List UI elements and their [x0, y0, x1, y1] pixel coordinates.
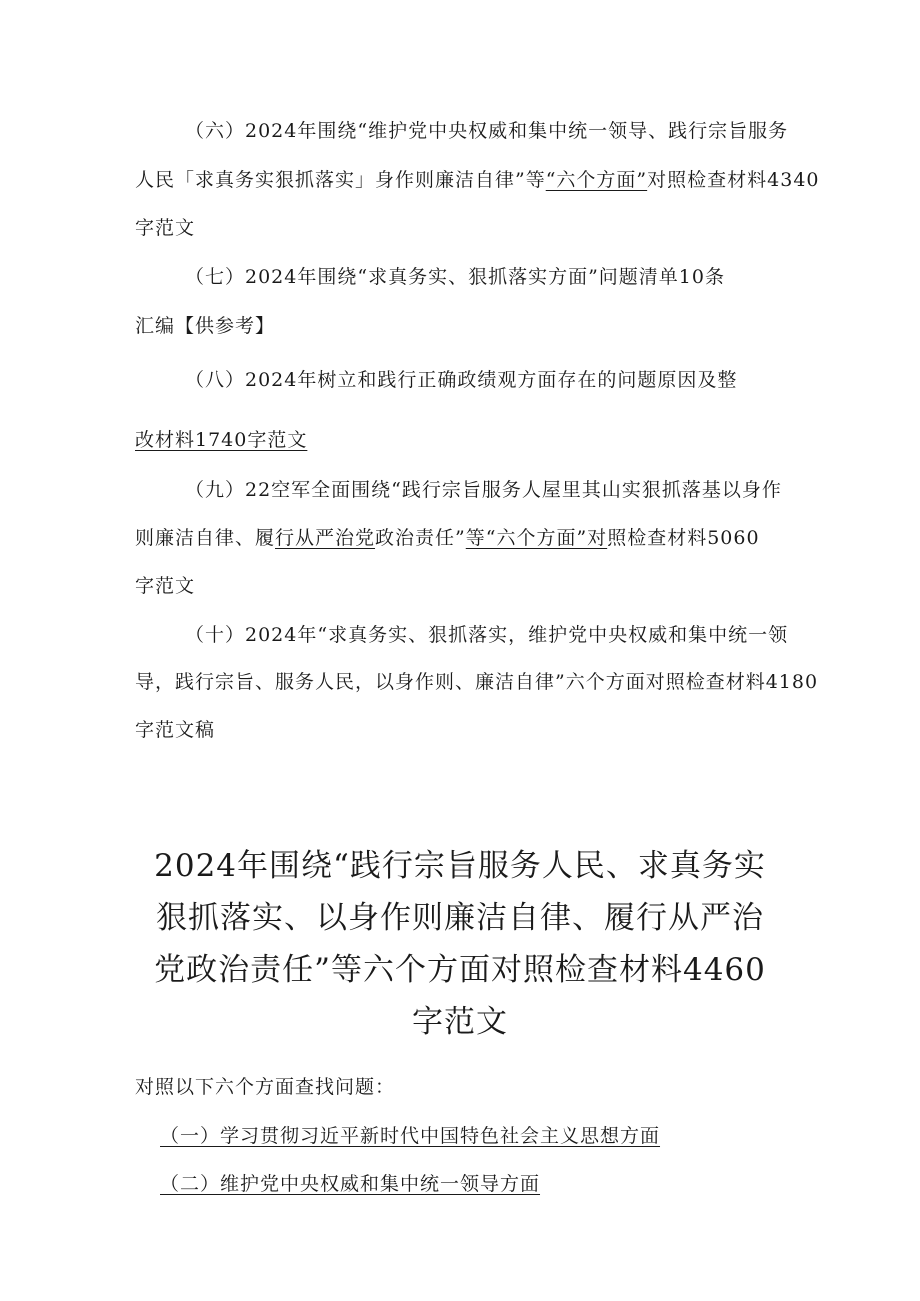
item-6-line-2: [135, 168, 820, 192]
item-9-line-3: 字范文: [135, 575, 196, 597]
item-6-line-2a: 人民「求真务实狠抓落实」身作则廉洁自律”等: [135, 169, 546, 191]
doc-title-line-2: 狠抓落实、以身作则廉洁自律、履行从严治: [156, 900, 764, 936]
item-6-line-1: （六）2024年围绕“维护党中央权威和集中统一领导、践行宗旨服务: [185, 120, 789, 142]
item-10-line-1: （十）2024年“求真务实、狠抓落实，维护党中央权威和集中统一领: [185, 624, 789, 646]
item-6-link[interactable]: “六个方面”: [545, 169, 648, 191]
aspect-link-2[interactable]: （二）维护党中央权威和集中统一领导方面: [160, 1173, 541, 1195]
item-9-line-2c: 政治责任”: [375, 527, 466, 549]
item-9-line-2: [135, 526, 760, 550]
intro-text: 对照以下六个方面查找问题：: [135, 1076, 396, 1098]
item-9-link-a[interactable]: 行从严治党: [275, 527, 376, 549]
aspect-link-1[interactable]: （一）学习贯彻习近平新时代中国特色社会主义思想方面: [160, 1125, 661, 1147]
item-8-link[interactable]: 改材料1740字范文: [135, 429, 308, 451]
doc-title-line-4: 字范文: [412, 1004, 508, 1040]
item-9-line-2e: 照检查材料5060: [607, 527, 760, 549]
item-7-line-2: 汇编【供参考】: [135, 315, 276, 337]
doc-title-line-3: 党政治责任”等六个方面对照检查材料4460: [154, 952, 766, 988]
item-9-line-1: （九）22空军全面围绕“践行宗旨服务人屋里其山实狠抓落基以身作: [185, 479, 782, 501]
item-9-line-2a: 则廉洁自律、履: [135, 527, 276, 549]
item-6-line-2c: 对照检查材料4340: [647, 169, 820, 191]
item-8-line-1: （八）2024年树立和践行正确政绩观方面存在的问题原因及整: [185, 369, 738, 391]
item-9-link-b[interactable]: 等“六个方面”对: [465, 527, 608, 549]
doc-title-line-1: 2024年围绕“践行宗旨服务人民、求真务实: [154, 848, 766, 884]
item-7-line-1: （七）2024年围绕“求真务实、狠抓落实方面”问题清单10条: [185, 266, 725, 288]
item-10-line-3: 字范文稿: [135, 719, 216, 741]
item-10-line-2: 导，践行宗旨、服务人民，以身作则、廉洁自律”六个方面对照检查材料4180: [135, 671, 819, 693]
item-6-line-3: 字范文: [135, 217, 196, 239]
